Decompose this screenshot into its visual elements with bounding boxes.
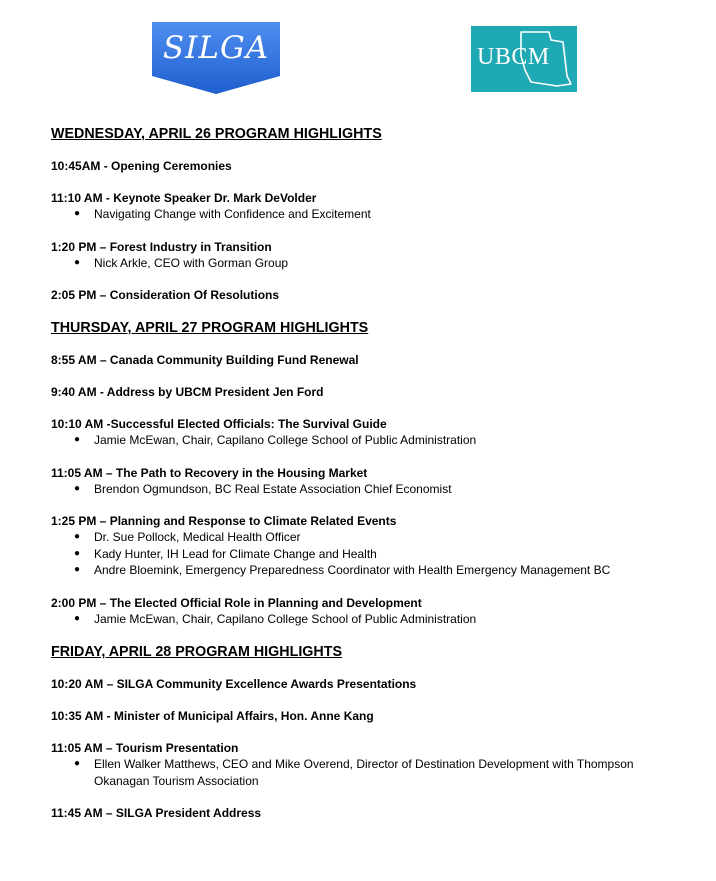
event-detail bbox=[51, 562, 691, 579]
program-event bbox=[51, 465, 691, 498]
bullet-icon: ● bbox=[74, 547, 81, 559]
event-title: 1:25 PM – Planning and Response to Climate Related Events bbox=[51, 514, 397, 528]
bullet-icon: ● bbox=[74, 256, 81, 268]
event-title: 9:40 AM - Address by UBCM President Jen Ford bbox=[51, 385, 324, 399]
event-detail bbox=[51, 206, 691, 223]
program-content bbox=[51, 124, 691, 837]
event-title: 11:05 AM – Tourism Presentation bbox=[51, 741, 239, 755]
program-event bbox=[51, 190, 691, 223]
bullet-icon: ● bbox=[74, 564, 81, 575]
silga-logo-text: SILGA bbox=[162, 30, 270, 66]
program-event bbox=[51, 352, 691, 368]
event-title: 10:20 AM – SILGA Community Excellence Awards Presentations bbox=[51, 677, 417, 691]
bullet-icon: ● bbox=[74, 208, 81, 219]
silga-logo bbox=[152, 22, 280, 94]
program-event bbox=[51, 595, 691, 628]
event-title: 10:45AM - Opening Ceremonies bbox=[51, 159, 232, 173]
day-section bbox=[51, 318, 691, 627]
ubcm-logo bbox=[471, 26, 577, 92]
event-detail bbox=[51, 481, 691, 498]
ubcm-logo-text: UBCM bbox=[477, 44, 550, 70]
event-detail bbox=[51, 529, 691, 546]
event-detail-text: Jamie McEwan, Chair, Capilano College School of Public Administration bbox=[94, 433, 477, 447]
event-title: 11:45 AM – SILGA President Address bbox=[51, 806, 262, 820]
event-detail-text: Jamie McEwan, Chair, Capilano College School of Public Administration bbox=[94, 611, 477, 626]
event-detail-text: Nick Arkle, CEO with Gorman Group bbox=[94, 255, 289, 270]
day-heading: THURSDAY, APRIL 27 PROGRAM HIGHLIGHTS bbox=[51, 320, 369, 336]
program-event bbox=[51, 287, 691, 303]
event-title: 11:10 AM - Keynote Speaker Dr. Mark DeVolder bbox=[51, 191, 317, 205]
event-detail-text: Kady Hunter, IH Lead for Climate Change and Health bbox=[94, 546, 377, 561]
event-detail bbox=[51, 611, 691, 628]
event-title: 2:00 PM – The Elected Official Role in Planning and Development bbox=[51, 595, 422, 610]
event-detail-text: Andre Bloemink, Emergency Preparedness Coordinator with Health Emergency Management BC bbox=[94, 563, 611, 577]
bullet-icon: ● bbox=[74, 612, 81, 624]
event-detail-text: Brendon Ogmundson, BC Real Estate Association Chief Economist bbox=[94, 481, 452, 496]
event-title: 11:05 AM – The Path to Recovery in the Housing Market bbox=[51, 465, 368, 480]
program-event bbox=[51, 740, 691, 789]
event-title: 8:55 AM – Canada Community Building Fund Renewal bbox=[51, 353, 359, 367]
event-detail bbox=[51, 255, 691, 272]
program-event bbox=[51, 513, 691, 579]
program-event bbox=[51, 384, 691, 400]
event-title: 2:05 PM – Consideration Of Resolutions bbox=[51, 288, 280, 302]
day-section bbox=[51, 642, 691, 821]
day-heading: FRIDAY, APRIL 28 PROGRAM HIGHLIGHTS bbox=[51, 644, 343, 660]
program-event bbox=[51, 416, 691, 449]
bullet-icon: ● bbox=[74, 482, 81, 494]
program-event bbox=[51, 158, 691, 174]
program-event bbox=[51, 239, 691, 272]
bullet-icon: ● bbox=[74, 758, 81, 769]
event-detail-text: Dr. Sue Pollock, Medical Health Officer bbox=[94, 530, 301, 544]
program-event bbox=[51, 708, 691, 724]
event-title: 1:20 PM – Forest Industry in Transition bbox=[51, 239, 272, 254]
event-detail-text: Ellen Walker Matthews, CEO and Mike Overend, Director of Destination Development with Thompson Okanagan Tourism Association bbox=[94, 757, 634, 788]
bullet-icon: ● bbox=[74, 531, 81, 542]
logo-bar bbox=[0, 0, 716, 100]
event-detail bbox=[51, 546, 691, 563]
day-section bbox=[51, 124, 691, 303]
event-title: 10:10 AM -Successful Elected Officials: The Survival Guide bbox=[51, 417, 387, 431]
event-detail bbox=[51, 432, 691, 449]
program-event bbox=[51, 676, 691, 692]
event-title: 10:35 AM - Minister of Municipal Affairs, Hon. Anne Kang bbox=[51, 709, 374, 723]
event-detail bbox=[51, 756, 691, 789]
event-detail-text: Navigating Change with Confidence and Excitement bbox=[94, 207, 371, 221]
program-event bbox=[51, 805, 691, 821]
bullet-icon: ● bbox=[74, 434, 81, 445]
day-heading: WEDNESDAY, APRIL 26 PROGRAM HIGHLIGHTS bbox=[51, 126, 382, 142]
